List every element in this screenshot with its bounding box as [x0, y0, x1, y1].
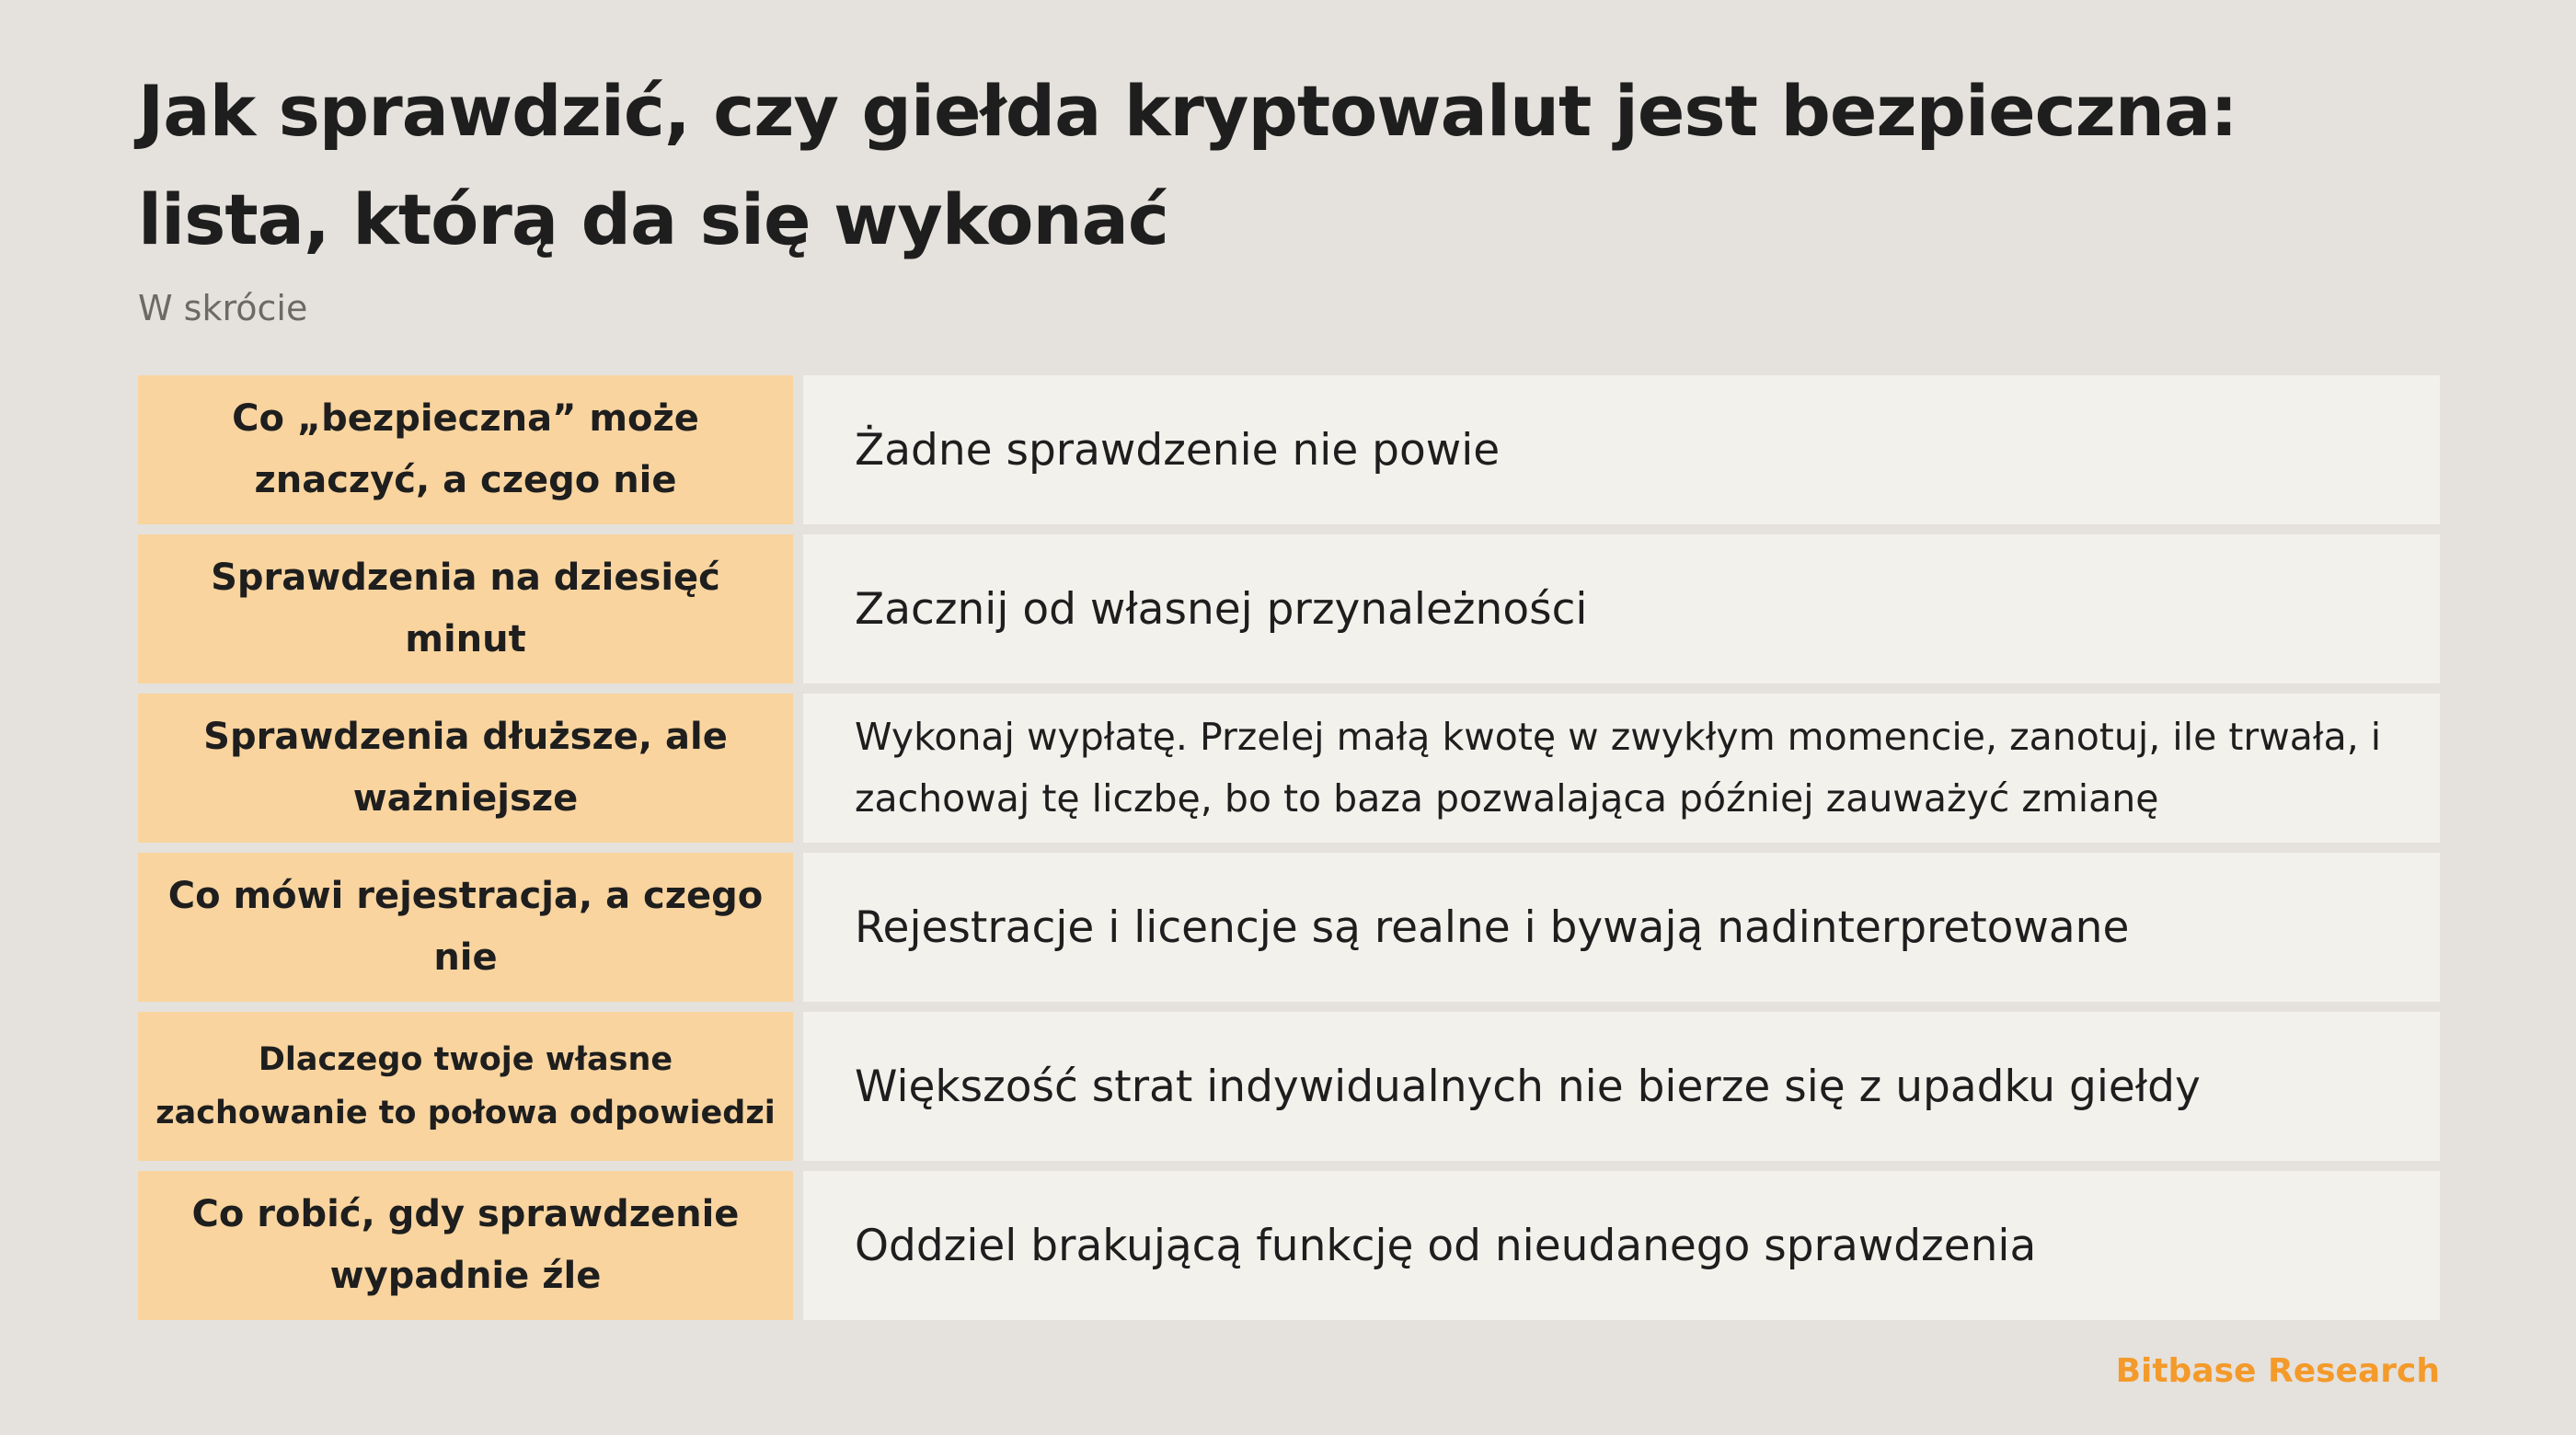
table-row: [138, 1171, 2440, 1320]
row-label: Co mówi rejestracja, a czego nie: [138, 853, 793, 1002]
row-label: Dlaczego twoje własne zachowanie to połowa odpowiedzi: [138, 1012, 793, 1161]
row-label: Co „bezpieczna” może znaczyć, a czego nie: [138, 375, 793, 524]
row-text: Zacznij od własnej przynależności: [803, 534, 2440, 683]
row-text: Większość strat indywidualnych nie bierze się z upadku giełdy: [803, 1012, 2440, 1161]
page-subtitle: W skrócie: [138, 288, 308, 328]
page: [138, 0, 2440, 1435]
row-label: Sprawdzenia dłuższe, ale ważniejsze: [138, 694, 793, 843]
row-text: Rejestracje i licencje są realne i bywają nadinterpretowane: [803, 853, 2440, 1002]
row-text: Oddziel brakującą funkcję od nieudanego sprawdzenia: [803, 1171, 2440, 1320]
table-row: [138, 375, 2440, 524]
table-row: [138, 853, 2440, 1002]
table-row: [138, 694, 2440, 843]
brand-footer: Bitbase Research: [2115, 1352, 2440, 1390]
table-row: [138, 534, 2440, 683]
page-title: Jak sprawdzić, czy giełda kryptowalut jest bezpieczna: lista, którą da się wykonać: [138, 70, 2237, 260]
row-text: Wykonaj wypłatę. Przelej małą kwotę w zwykłym momencie, zanotuj, ile trwała, i zachowaj tę liczbę, bo to baza pozwalająca później zauważyć zmianę: [803, 694, 2440, 843]
row-text: Żadne sprawdzenie nie powie: [803, 375, 2440, 524]
table-row: [138, 1012, 2440, 1161]
row-label: Co robić, gdy sprawdzenie wypadnie źle: [138, 1171, 793, 1320]
summary-table: [138, 375, 2440, 1320]
row-label: Sprawdzenia na dziesięć minut: [138, 534, 793, 683]
